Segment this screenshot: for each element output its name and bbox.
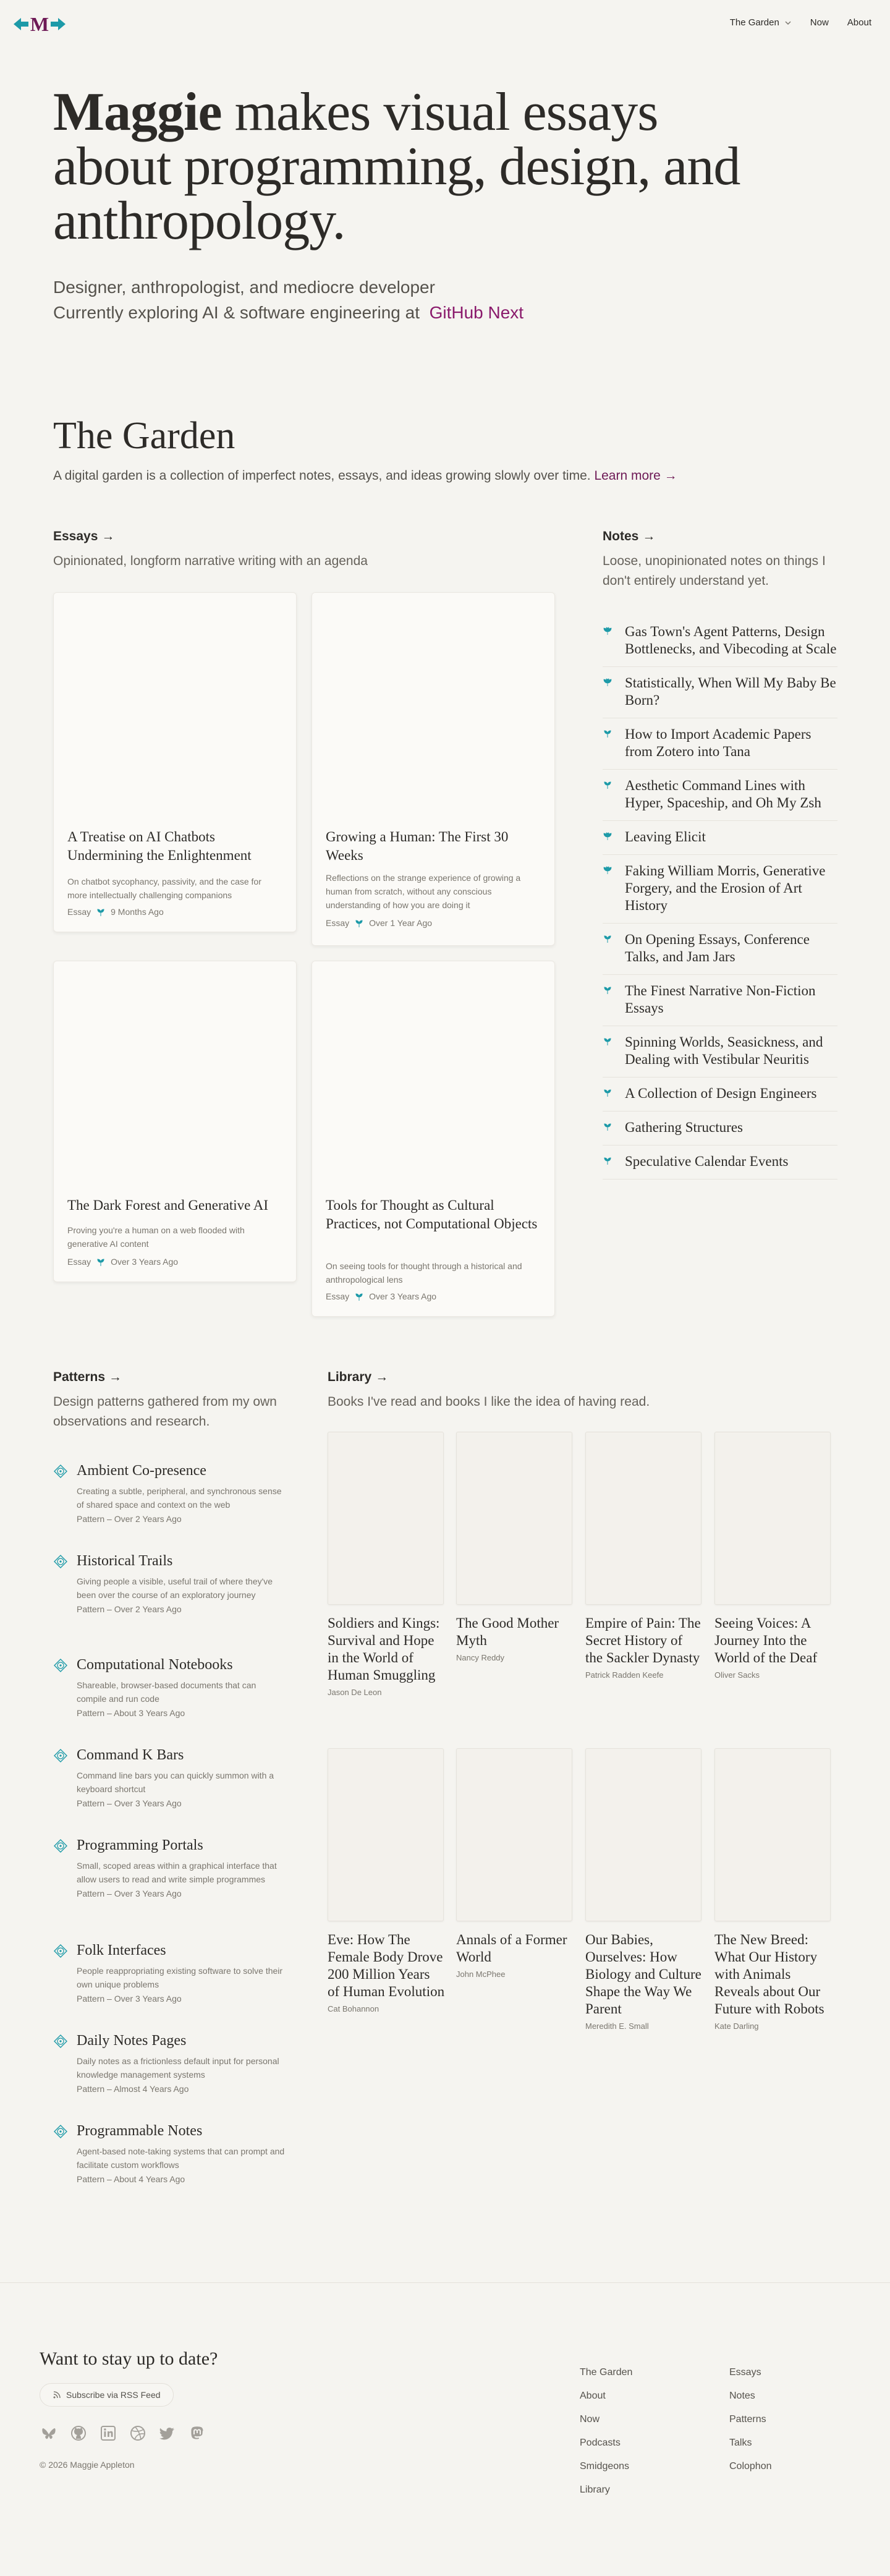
arrow-right-icon: → bbox=[642, 529, 656, 543]
note-item[interactable] bbox=[603, 924, 837, 975]
sprout-icon bbox=[603, 780, 612, 789]
pattern-item[interactable] bbox=[53, 2123, 288, 2184]
pattern-age: Over 3 Years Ago bbox=[114, 1994, 182, 2004]
library-heading[interactable] bbox=[328, 1370, 388, 1385]
pattern-item[interactable] bbox=[53, 1747, 288, 1808]
essay-title: The Dark Forest and Generative AI bbox=[67, 1197, 269, 1213]
essay-card[interactable] bbox=[53, 961, 297, 1282]
note-title: Spinning Worlds, Seasickness, and Dealing with Vestibular Neuritis bbox=[625, 1034, 823, 1067]
book-item[interactable] bbox=[456, 1748, 574, 1979]
nav-the-garden-label: The Garden bbox=[729, 17, 779, 28]
dribbble-icon[interactable] bbox=[129, 2424, 147, 2442]
hero-subtitle: Designer, anthropologist, and mediocre developer bbox=[53, 278, 435, 297]
note-title: Aesthetic Command Lines with Hyper, Spaceship, and Oh My Zsh bbox=[625, 778, 821, 810]
note-title: On Opening Essays, Conference Talks, and Jam Jars bbox=[625, 932, 810, 964]
github-next-link[interactable]: GitHub Next bbox=[429, 303, 524, 322]
site-footer bbox=[0, 2282, 890, 2576]
book-title: Soldiers and Kings: Survival and Hope in the World of Human Smuggling bbox=[328, 1615, 440, 1683]
essay-age: Over 3 Years Ago bbox=[111, 1257, 179, 1267]
book-title: Annals of a Former World bbox=[456, 1932, 567, 1965]
top-nav bbox=[0, 0, 890, 49]
pattern-item[interactable] bbox=[53, 1657, 288, 1718]
hero-headline bbox=[53, 82, 844, 251]
pattern-icon bbox=[53, 1944, 68, 1958]
essay-meta bbox=[326, 1291, 436, 1301]
footer-link[interactable]: Patterns bbox=[729, 2414, 766, 2425]
pattern-desc: Command line bars you can quickly summon with a keyboard shortcut bbox=[77, 1770, 274, 1794]
garden-desc-text: A digital garden is a collection of imperfect notes, essays, and ideas growing slowly over time. bbox=[53, 469, 591, 483]
pattern-icon bbox=[53, 1464, 68, 1479]
essay-type: Essay bbox=[326, 918, 350, 928]
essay-title: Growing a Human: The First 30 Weeks bbox=[326, 829, 509, 863]
pattern-item[interactable] bbox=[53, 1837, 288, 1898]
pattern-desc: Small, scoped areas within a graphical interface that allow users to read and write simple programmes bbox=[77, 1861, 277, 1884]
footer-link[interactable]: Podcasts bbox=[580, 2438, 621, 2448]
book-author: Cat Bohannon bbox=[328, 2004, 379, 2013]
rss-icon bbox=[53, 2391, 61, 2399]
note-title: Leaving Elicit bbox=[625, 829, 706, 844]
github-icon[interactable] bbox=[69, 2424, 88, 2442]
pattern-age: Almost 4 Years Ago bbox=[113, 2084, 189, 2094]
pattern-meta: Pattern – Over 2 Years Ago bbox=[77, 1604, 182, 1614]
pattern-type: Pattern bbox=[77, 1604, 105, 1614]
book-author: Kate Darling bbox=[714, 2021, 759, 2031]
pattern-type: Pattern bbox=[77, 1708, 105, 1718]
pattern-meta: Pattern – About 4 Years Ago bbox=[77, 2174, 185, 2184]
pattern-icon bbox=[53, 1838, 68, 1853]
essay-desc: Reflections on the strange experience of growing a human from scratch, without any conscious understanding of how you are doing it bbox=[326, 873, 521, 910]
notes-desc: Loose, unopinionated notes on things I don't entirely understand yet. bbox=[603, 554, 826, 588]
essay-card[interactable] bbox=[312, 961, 555, 1317]
pattern-icon bbox=[53, 1554, 68, 1569]
chevron-down-icon bbox=[784, 19, 792, 27]
essay-type: Essay bbox=[67, 1257, 91, 1267]
footer-link[interactable]: Colophon bbox=[729, 2461, 772, 2472]
essay-card[interactable] bbox=[53, 592, 297, 932]
pattern-icon bbox=[53, 1748, 68, 1763]
rss-subscribe-button[interactable] bbox=[40, 2383, 174, 2407]
book-author: Oliver Sacks bbox=[714, 1670, 760, 1680]
note-item[interactable] bbox=[603, 1112, 837, 1146]
pattern-age: About 4 Years Ago bbox=[113, 2174, 185, 2184]
book-title: Empire of Pain: The Secret History of the Sackler Dynasty bbox=[585, 1615, 701, 1665]
rss-label: Subscribe via RSS Feed bbox=[66, 2390, 161, 2400]
pattern-desc: People reappropriating existing software to solve their own unique problems bbox=[77, 1966, 283, 1989]
pattern-desc: Shareable, browser-based documents that can compile and run code bbox=[77, 1680, 256, 1704]
notes-heading-label: Notes bbox=[603, 529, 639, 543]
essay-desc: On seeing tools for thought through a historical and anthropological lens bbox=[326, 1261, 522, 1285]
footer-link[interactable]: Talks bbox=[729, 2438, 752, 2448]
note-item[interactable] bbox=[603, 1146, 837, 1180]
book-item[interactable] bbox=[714, 1432, 832, 1680]
sprout-icon bbox=[354, 1291, 364, 1301]
pattern-desc: Agent-based note-taking systems that can prompt and facilitate custom workflows bbox=[77, 2146, 285, 2170]
hero-exploring-text: Currently exploring AI & software engineering at bbox=[53, 303, 420, 322]
essay-title: Tools for Thought as Cultural Practices, not Computational Objects bbox=[326, 1197, 538, 1231]
note-title: How to Import Academic Papers from Zotero into Tana bbox=[625, 726, 812, 759]
book-item[interactable] bbox=[328, 1432, 445, 1697]
patterns-heading[interactable] bbox=[53, 1370, 122, 1385]
footer-link[interactable]: The Garden bbox=[580, 2367, 633, 2378]
essay-card[interactable] bbox=[312, 592, 555, 946]
book-item[interactable] bbox=[328, 1748, 445, 2013]
essays-desc: Opinionated, longform narrative writing with an agenda bbox=[53, 554, 368, 568]
patterns-heading-label: Patterns bbox=[53, 1370, 106, 1384]
note-item[interactable] bbox=[603, 667, 837, 718]
footer-link[interactable]: Smidgeons bbox=[580, 2461, 630, 2472]
book-title: Seeing Voices: A Journey Into the World of the Deaf bbox=[714, 1615, 818, 1665]
footer-link[interactable]: Notes bbox=[729, 2391, 755, 2401]
mastodon-icon[interactable] bbox=[188, 2424, 206, 2442]
book-title: Our Babies, Ourselves: How Biology and Culture Shape the Way We Parent bbox=[585, 1932, 701, 2017]
pattern-age: Over 2 Years Ago bbox=[114, 1604, 182, 1614]
sprout-icon bbox=[603, 1121, 612, 1131]
arrow-right-icon: → bbox=[109, 1370, 122, 1384]
note-title: Faking William Morris, Generative Forgery, and the Erosion of Art History bbox=[625, 863, 826, 913]
nav-now[interactable]: Now bbox=[810, 17, 829, 28]
svg-text:M: M bbox=[30, 14, 49, 35]
patterns-desc: Design patterns gathered from my own observations and research. bbox=[53, 1395, 277, 1429]
pattern-meta: Pattern – Almost 4 Years Ago bbox=[77, 2084, 189, 2094]
note-title: Gathering Structures bbox=[625, 1120, 743, 1135]
book-author: Nancy Reddy bbox=[456, 1653, 505, 1662]
book-cover bbox=[714, 1748, 831, 1921]
note-item[interactable] bbox=[603, 1078, 837, 1112]
hero-headline-2: about programming, design, and bbox=[53, 137, 740, 197]
footer-heading: Want to stay up to date? bbox=[40, 2349, 218, 2369]
essays-heading-label: Essays bbox=[53, 529, 98, 543]
sprout-icon bbox=[603, 1155, 612, 1165]
book-cover bbox=[456, 1432, 572, 1605]
pattern-title: Historical Trails bbox=[77, 1553, 173, 1569]
sprout-icon bbox=[96, 907, 106, 917]
pattern-age: Over 3 Years Ago bbox=[114, 1889, 182, 1898]
book-cover bbox=[585, 1432, 701, 1605]
pattern-meta: Pattern – Over 3 Years Ago bbox=[77, 1889, 182, 1898]
essays-heading[interactable] bbox=[53, 529, 114, 544]
book-author: Meredith E. Small bbox=[585, 2021, 649, 2031]
library-heading-label: Library bbox=[328, 1370, 372, 1384]
pattern-title: Computational Notebooks bbox=[77, 1657, 233, 1673]
book-title: The Good Mother Myth bbox=[456, 1615, 559, 1648]
library-desc: Books I've read and books I like the idea of having read. bbox=[328, 1395, 650, 1409]
note-title: Gas Town's Agent Patterns, Design Bottlenecks, and Vibecoding at Scale bbox=[625, 624, 837, 657]
book-cover bbox=[328, 1748, 444, 1921]
garden-desc bbox=[53, 469, 677, 483]
essay-desc: Proving you're a human on a web flooded with generative AI content bbox=[67, 1225, 245, 1249]
pattern-icon bbox=[53, 2034, 68, 2049]
pattern-title: Folk Interfaces bbox=[77, 1942, 166, 1958]
essay-age: 9 Months Ago bbox=[111, 907, 164, 917]
pattern-title: Programming Portals bbox=[77, 1837, 203, 1853]
seedling-icon bbox=[603, 626, 612, 635]
book-author: Patrick Radden Keefe bbox=[585, 1670, 664, 1680]
note-item[interactable] bbox=[603, 770, 837, 821]
note-title: The Finest Narrative Non-Fiction Essays bbox=[625, 983, 816, 1016]
pattern-type: Pattern bbox=[77, 2174, 105, 2184]
note-item[interactable] bbox=[603, 821, 837, 855]
copyright: © 2026 Maggie Appleton bbox=[40, 2460, 135, 2470]
note-item[interactable] bbox=[603, 1026, 837, 1078]
hero-exploring bbox=[53, 300, 844, 325]
pattern-icon bbox=[53, 2124, 68, 2139]
pattern-type: Pattern bbox=[77, 2084, 105, 2094]
book-title: Eve: How The Female Body Drove 200 Million Years of Human Evolution bbox=[328, 1932, 445, 1999]
pattern-type: Pattern bbox=[77, 1889, 105, 1898]
bluesky-icon[interactable] bbox=[40, 2424, 58, 2442]
essay-meta bbox=[67, 907, 164, 917]
pattern-meta: Pattern – Over 2 Years Ago bbox=[77, 1514, 182, 1524]
twitter-icon[interactable] bbox=[158, 2424, 177, 2442]
nav-about[interactable]: About bbox=[847, 17, 871, 28]
linkedin-icon[interactable] bbox=[99, 2424, 117, 2442]
book-author: John McPhee bbox=[456, 1970, 506, 1979]
pattern-type: Pattern bbox=[77, 1514, 105, 1524]
sprout-icon bbox=[603, 933, 612, 943]
pattern-icon bbox=[53, 1658, 68, 1673]
book-cover bbox=[328, 1432, 444, 1605]
book-title: The New Breed: What Our History with Animals Reveals about Our Future with Robots bbox=[714, 1932, 824, 2017]
footer-links-col-2 bbox=[729, 2367, 772, 2472]
sprout-icon bbox=[354, 918, 364, 928]
book-cover bbox=[714, 1432, 831, 1605]
site-logo[interactable] bbox=[12, 14, 67, 35]
footer-link[interactable]: Now bbox=[580, 2414, 600, 2425]
hero-headline-3: anthropology. bbox=[53, 191, 345, 251]
sprout-icon bbox=[96, 1257, 106, 1267]
footer-link[interactable]: Library bbox=[580, 2485, 610, 2495]
sprout-icon bbox=[603, 728, 612, 738]
garden-title: The Garden bbox=[53, 415, 235, 457]
pattern-title: Daily Notes Pages bbox=[77, 2033, 187, 2049]
pattern-item[interactable] bbox=[53, 2033, 288, 2094]
book-item[interactable] bbox=[456, 1432, 574, 1662]
seedling-icon bbox=[603, 831, 612, 841]
note-title: Statistically, When Will My Baby Be Born? bbox=[625, 675, 836, 708]
pattern-desc: Daily notes as a frictionless default input for personal knowledge management systems bbox=[77, 2056, 279, 2080]
essay-meta bbox=[326, 918, 432, 928]
essay-meta bbox=[67, 1257, 178, 1267]
book-item[interactable] bbox=[585, 1432, 703, 1680]
pattern-title: Programmable Notes bbox=[77, 2123, 203, 2139]
note-item[interactable] bbox=[603, 616, 837, 667]
pattern-meta: Pattern – Over 3 Years Ago bbox=[77, 1994, 182, 2004]
book-author: Jason De Leon bbox=[328, 1688, 382, 1697]
essay-type: Essay bbox=[326, 1291, 350, 1301]
essay-age: Over 1 Year Ago bbox=[369, 918, 433, 928]
pattern-desc: Giving people a visible, useful trail of where they've been over the course of an exploratory journey bbox=[77, 1576, 273, 1600]
sprout-icon bbox=[603, 985, 612, 995]
footer-links-col-1 bbox=[580, 2367, 632, 2496]
book-item[interactable] bbox=[585, 1748, 703, 2031]
nav-the-garden[interactable] bbox=[730, 17, 792, 28]
pattern-type: Pattern bbox=[77, 1798, 105, 1808]
note-item[interactable] bbox=[603, 718, 837, 770]
essay-type: Essay bbox=[67, 907, 91, 917]
pattern-age: Over 2 Years Ago bbox=[114, 1514, 182, 1524]
seedling-icon bbox=[603, 865, 612, 875]
pattern-desc: Creating a subtle, peripheral, and synchronous sense of shared space and context on the web bbox=[77, 1486, 282, 1510]
pattern-meta: Pattern – Over 3 Years Ago bbox=[77, 1798, 182, 1808]
book-cover bbox=[585, 1748, 701, 1921]
hero bbox=[53, 82, 844, 325]
pattern-title: Ambient Co-presence bbox=[77, 1463, 206, 1479]
book-item[interactable] bbox=[714, 1748, 832, 2031]
hero-name: Maggie bbox=[53, 82, 222, 142]
pattern-item[interactable] bbox=[53, 1942, 288, 2004]
essay-age: Over 3 Years Ago bbox=[369, 1291, 437, 1301]
social-links bbox=[40, 2424, 206, 2442]
sprout-icon bbox=[603, 1087, 612, 1097]
footer-link[interactable]: Essays bbox=[729, 2367, 761, 2378]
hero-headline-1: makes visual essays bbox=[221, 82, 658, 142]
pattern-age: Over 3 Years Ago bbox=[114, 1798, 182, 1808]
pattern-type: Pattern bbox=[77, 1994, 105, 2004]
seedling-icon bbox=[603, 677, 612, 687]
notes-list bbox=[603, 616, 837, 1180]
note-item[interactable] bbox=[603, 975, 837, 1026]
note-title: Speculative Calendar Events bbox=[625, 1154, 789, 1169]
pattern-title: Command K Bars bbox=[77, 1747, 184, 1763]
note-title: A Collection of Design Engineers bbox=[625, 1086, 817, 1101]
pattern-item[interactable] bbox=[53, 1553, 288, 1614]
pattern-age: About 3 Years Ago bbox=[113, 1708, 185, 1718]
essay-title: A Treatise on AI Chatbots Undermining the Enlightenment bbox=[67, 829, 252, 863]
sprout-icon bbox=[603, 1036, 612, 1046]
learn-more-link[interactable]: Learn more → bbox=[594, 469, 677, 483]
note-item[interactable] bbox=[603, 855, 837, 924]
book-cover bbox=[456, 1748, 572, 1921]
footer-link[interactable]: About bbox=[580, 2391, 606, 2401]
arrow-right-icon: → bbox=[101, 529, 115, 543]
essay-desc: On chatbot sycophancy, passivity, and the case for more intellectually challenging companions bbox=[67, 877, 261, 900]
pattern-item[interactable] bbox=[53, 1463, 288, 1524]
arrow-right-icon: → bbox=[375, 1370, 389, 1384]
notes-heading[interactable] bbox=[603, 529, 655, 544]
pattern-meta: Pattern – About 3 Years Ago bbox=[77, 1708, 185, 1718]
